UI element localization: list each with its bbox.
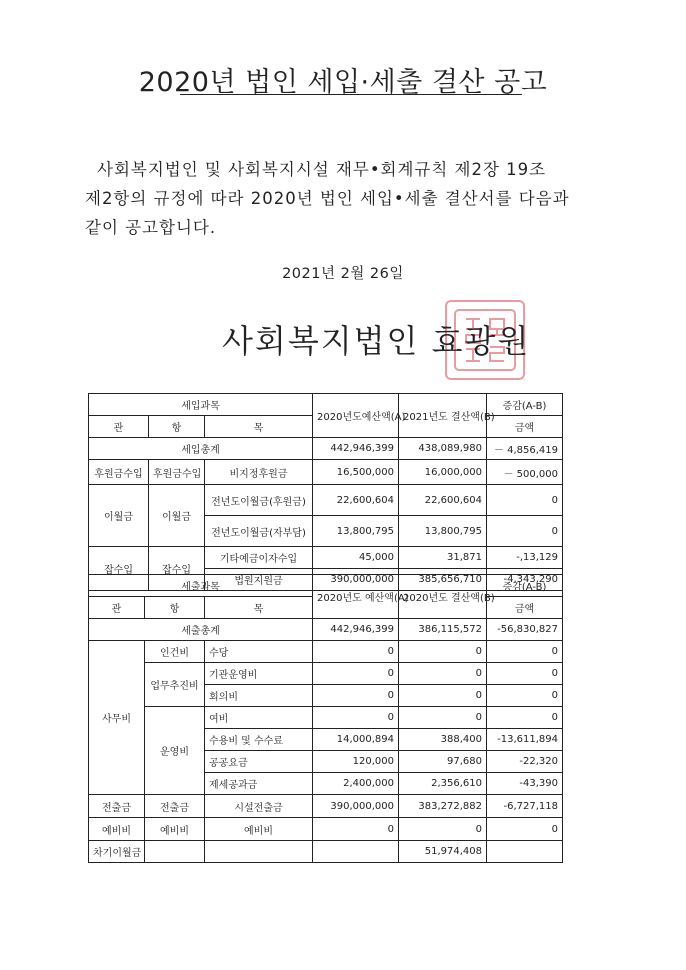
- expense-header-row: [89, 575, 563, 597]
- diff-cell: 0: [487, 516, 563, 547]
- budget-cell: 22,600,604: [313, 485, 399, 516]
- mok-cell: 예비비: [205, 818, 313, 841]
- income-total-diff: － 4,856,419: [487, 438, 563, 460]
- income-diff-header: 증감(A-B): [487, 394, 563, 416]
- income-table: [88, 393, 563, 591]
- hang-cell: 운영비: [145, 707, 205, 795]
- income-diff-amount-header: 금액: [487, 416, 563, 438]
- expense-total-diff: -56,830,827: [487, 619, 563, 641]
- gwan-cell: 사무비: [89, 641, 145, 795]
- mok-cell: 전년도이월금(후원금): [205, 485, 313, 516]
- budget-cell: 0: [313, 641, 399, 663]
- mok-cell: 회의비: [205, 685, 313, 707]
- diff-cell: － 500,000: [487, 460, 563, 485]
- hang-cell: 후원금수입: [149, 460, 205, 485]
- income-mok-header: 목: [205, 416, 313, 438]
- diff-cell: -22,320: [487, 751, 563, 773]
- hang-cell: [145, 841, 205, 863]
- table-row: [89, 663, 563, 685]
- diff-cell: 0: [487, 707, 563, 729]
- expense-diff-amount-header: 금액: [487, 597, 563, 619]
- gwan-cell: 잡수입: [89, 547, 149, 591]
- expense-category-header: 세출과목: [89, 575, 313, 597]
- settlement-cell: 388,400: [399, 729, 487, 751]
- income-settlement-header: 2021년도 결산액(B): [399, 394, 487, 438]
- diff-cell: 0: [487, 818, 563, 841]
- notice-title: 2020년 법인 세입·세출 결산 공고: [138, 67, 548, 98]
- table-row: [89, 460, 563, 485]
- diff-cell: [487, 841, 563, 863]
- diff-cell: 0: [487, 485, 563, 516]
- budget-cell: 0: [313, 818, 399, 841]
- expense-total-row: [89, 619, 563, 641]
- settlement-cell: 0: [399, 818, 487, 841]
- income-total-budget: 442,946,399: [313, 438, 399, 460]
- mok-cell: 공공요금: [205, 751, 313, 773]
- hang-cell: 인건비: [145, 641, 205, 663]
- income-category-header: 세입과목: [89, 394, 313, 416]
- expense-gwan-header: 관: [89, 597, 145, 619]
- hang-cell: 이월금: [149, 485, 205, 547]
- settlement-cell: 2,356,610: [399, 773, 487, 795]
- settlement-cell: 31,871: [399, 547, 487, 569]
- mok-cell: 기관운영비: [205, 663, 313, 685]
- mok-cell: 전년도이월금(자부담): [205, 516, 313, 547]
- table-row: [89, 818, 563, 841]
- income-total-row: [89, 438, 563, 460]
- mok-cell: 기타예금이자수입: [205, 547, 313, 569]
- budget-cell: 120,000: [313, 751, 399, 773]
- settlement-cell: 0: [399, 663, 487, 685]
- hang-cell: 전출금: [145, 795, 205, 818]
- mok-cell: 제세공과금: [205, 773, 313, 795]
- diff-cell: 0: [487, 685, 563, 707]
- mok-cell: 여비: [205, 707, 313, 729]
- gwan-cell: 전출금: [89, 795, 145, 818]
- income-total-label: 세입총계: [89, 438, 313, 460]
- gwan-cell: 이월금: [89, 485, 149, 547]
- settlement-cell: 13,800,795: [399, 516, 487, 547]
- budget-cell: 16,500,000: [313, 460, 399, 485]
- budget-cell: 0: [313, 707, 399, 729]
- title-underline: [180, 94, 522, 95]
- table-row: [89, 707, 563, 729]
- settlement-cell: 383,272,882: [399, 795, 487, 818]
- expense-diff-header: 증감(A-B): [487, 575, 563, 597]
- settlement-cell: 22,600,604: [399, 485, 487, 516]
- income-budget-header: 2020년도예산액(A): [313, 394, 399, 438]
- gwan-cell: 차기이월금: [89, 841, 145, 863]
- expense-budget-header: 2020년도 예산액(A): [313, 575, 399, 619]
- table-row: [89, 485, 563, 516]
- mok-cell: 법원지원금: [205, 569, 313, 591]
- income-gwan-header: 관: [89, 416, 149, 438]
- settlement-cell: 51,974,408: [399, 841, 487, 863]
- budget-cell: 45,000: [313, 547, 399, 569]
- notice-date: 2021년 2월 26일: [282, 266, 404, 282]
- diff-cell: 0: [487, 641, 563, 663]
- diff-cell: -43,390: [487, 773, 563, 795]
- mok-cell: [205, 841, 313, 863]
- budget-cell: 390,000,000: [313, 569, 399, 591]
- expense-hang-header: 항: [145, 597, 205, 619]
- settlement-cell: 97,680: [399, 751, 487, 773]
- mok-cell: 시설전출금: [205, 795, 313, 818]
- diff-cell: -6,727,118: [487, 795, 563, 818]
- hang-cell: 예비비: [145, 818, 205, 841]
- gwan-cell: 예비비: [89, 818, 145, 841]
- expense-total-budget: 442,946,399: [313, 619, 399, 641]
- notice-line-2: 제2항의 규정에 따라 2020년 법인 세입•세출 결산서를 다음과: [85, 189, 570, 208]
- table-row: [89, 641, 563, 663]
- table-row: [89, 841, 563, 863]
- settlement-cell: 0: [399, 707, 487, 729]
- settlement-cell: 0: [399, 685, 487, 707]
- hang-cell: 잡수입: [149, 547, 205, 591]
- budget-cell: 14,000,894: [313, 729, 399, 751]
- diff-cell: 0: [487, 663, 563, 685]
- income-total-settlement: 438,089,980: [399, 438, 487, 460]
- expense-total-label: 세출총계: [89, 619, 313, 641]
- notice-line-3: 같이 공고합니다.: [85, 218, 217, 237]
- settlement-cell: 16,000,000: [399, 460, 487, 485]
- table-row: [89, 795, 563, 818]
- budget-cell: 2,400,000: [313, 773, 399, 795]
- budget-cell: [313, 841, 399, 863]
- table-row: [89, 547, 563, 569]
- budget-cell: 390,000,000: [313, 795, 399, 818]
- diff-cell: -4,343,290: [487, 569, 563, 591]
- mok-cell: 수용비 및 수수료: [205, 729, 313, 751]
- organization-name: 사회복지법인 효광원: [222, 322, 531, 360]
- notice-paragraph: [85, 155, 597, 242]
- settlement-cell: 0: [399, 641, 487, 663]
- mok-cell: 비지정후원금: [205, 460, 313, 485]
- budget-cell: 0: [313, 663, 399, 685]
- expense-settlement-header: 2020년도 결산액(B): [399, 575, 487, 619]
- gwan-cell: 후원금수입: [89, 460, 149, 485]
- diff-cell: -,13,129: [487, 547, 563, 569]
- diff-cell: -13,611,894: [487, 729, 563, 751]
- budget-cell: 13,800,795: [313, 516, 399, 547]
- notice-line-1: 사회복지법인 및 사회복지시설 재무•회계규칙 제2장 19조: [97, 160, 547, 179]
- expense-table: [88, 574, 563, 863]
- hang-cell: 업무추진비: [145, 663, 205, 707]
- settlement-cell: 385,656,710: [399, 569, 487, 591]
- expense-mok-header: 목: [205, 597, 313, 619]
- budget-cell: 0: [313, 685, 399, 707]
- income-hang-header: 항: [149, 416, 205, 438]
- income-header-row: [89, 394, 563, 416]
- mok-cell: 수당: [205, 641, 313, 663]
- expense-total-settlement: 386,115,572: [399, 619, 487, 641]
